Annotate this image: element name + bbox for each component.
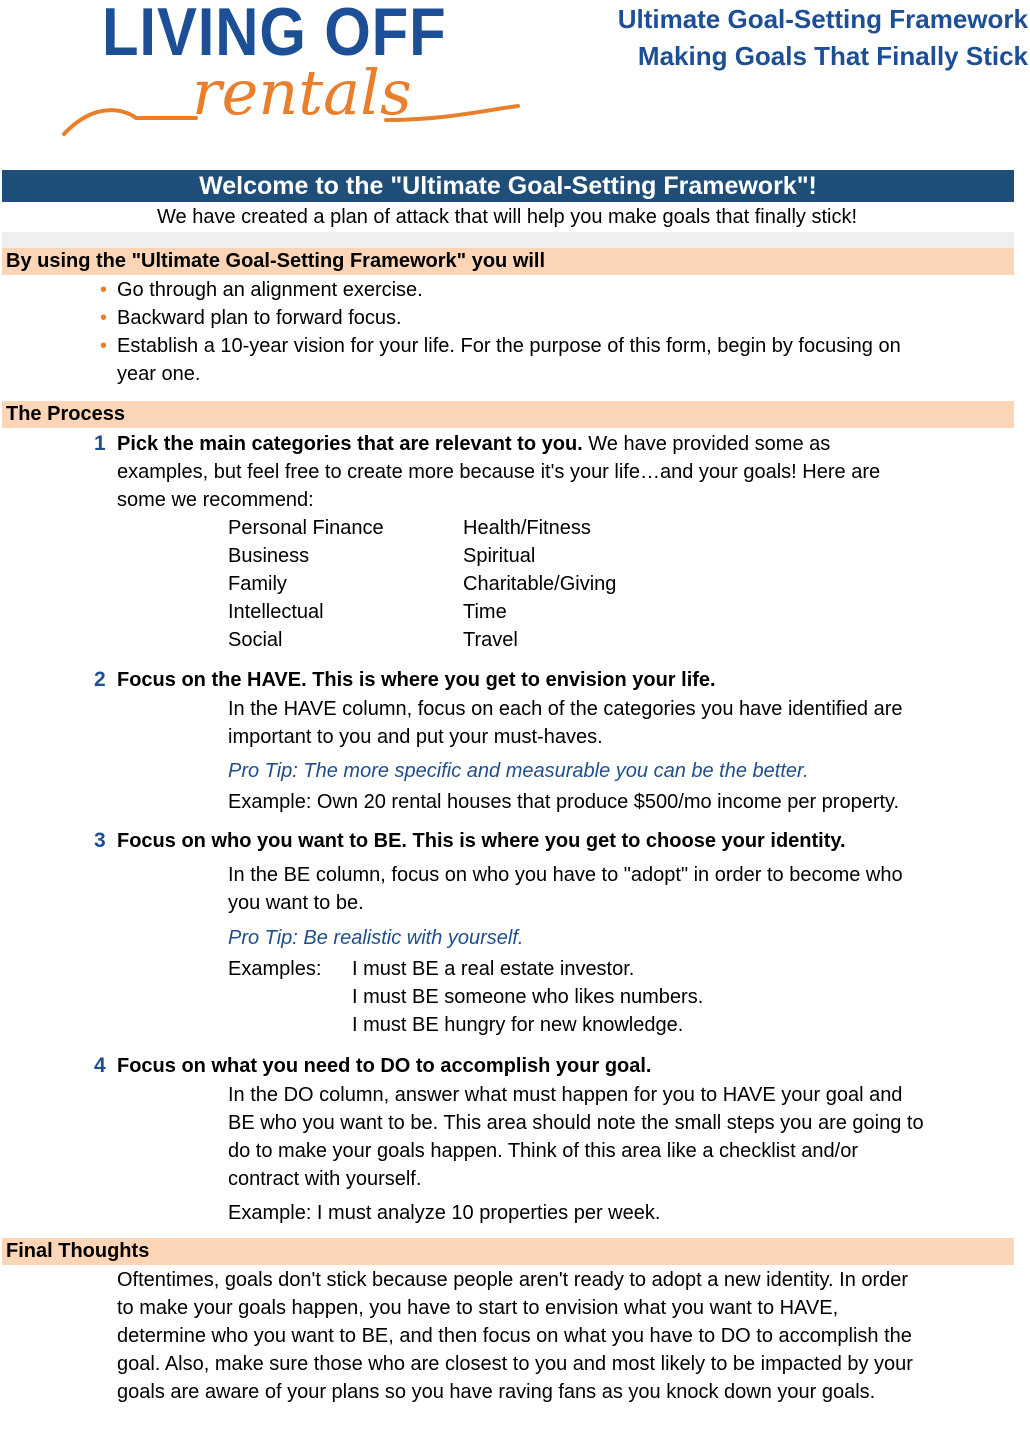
category-item: Time: [463, 601, 507, 623]
final-line: determine who you want to BE, and then focus on what you have to DO to accomplish the: [117, 1325, 912, 1347]
final-line: goal. Also, make sure those who are closest to you and most likely to be impacted by your: [117, 1353, 913, 1375]
step1-line1: [117, 430, 830, 458]
step3-body: In the BE column, focus on who you have to "adopt" in order to become who: [228, 864, 903, 886]
step2-body: important to you and put your must-haves.: [228, 726, 603, 748]
logo: [56, 0, 536, 150]
bullet-dot: •: [100, 335, 108, 357]
step4-body: BE who you want to be. This area should note the small steps you are going to: [228, 1112, 924, 1134]
step-number: 2: [94, 668, 106, 691]
step3-example-item: I must BE hungry for new knowledge.: [352, 1014, 684, 1036]
step1-line1-rest: We have provided some as: [582, 433, 831, 455]
category-item: Intellectual: [228, 601, 324, 623]
step3-example-item: I must BE a real estate investor.: [352, 958, 635, 980]
category-item: Business: [228, 545, 310, 567]
step3-examples-label: Examples:: [228, 958, 322, 980]
step4-body: In the DO column, answer what must happen for you to HAVE your goal and: [228, 1084, 903, 1106]
category-item: Charitable/Giving: [463, 573, 617, 595]
list-item: Backward plan to forward focus.: [117, 307, 402, 329]
section-heading-process: The Process: [2, 401, 1014, 428]
list-item: Establish a 10-year vision for your life. For the purpose of this form, begin by focusing on: [117, 335, 901, 357]
welcome-banner: Welcome to the "Ultimate Goal-Setting Framework"!: [2, 170, 1014, 202]
category-item: Personal Finance: [228, 517, 384, 539]
category-item: Health/Fitness: [463, 517, 591, 539]
category-item: Spiritual: [463, 545, 536, 567]
step-number: 1: [94, 432, 106, 455]
step-number: 4: [94, 1054, 106, 1077]
list-item: Go through an alignment exercise.: [117, 279, 423, 301]
step2-pro-tip: Pro Tip: The more specific and measurable you can be the better.: [228, 760, 809, 782]
divider-band: [2, 232, 1014, 248]
bullet-dot: •: [100, 279, 108, 301]
step1-line3: some we recommend:: [117, 489, 314, 511]
step1-bold: Pick the main categories that are relevant to you.: [117, 433, 583, 455]
final-line: to make your goals happen, you have to start to envision what you want to HAVE,: [117, 1297, 839, 1319]
step4-body: do to make your goals happen. Think of this area like a checklist and/or: [228, 1140, 858, 1162]
section-heading-using: By using the "Ultimate Goal-Setting Framework" you will: [2, 248, 1014, 275]
step3-example-item: I must BE someone who likes numbers.: [352, 986, 704, 1008]
final-line: goals are aware of your plans so you have raving fans as you knock down your goals.: [117, 1381, 876, 1403]
step1-line2: examples, but feel free to create more because it's your life…and your goals! Here are: [117, 461, 881, 483]
category-item: Travel: [463, 629, 518, 651]
step2-example: Example: Own 20 rental houses that produce $500/mo income per property.: [228, 791, 900, 813]
step4-body: contract with yourself.: [228, 1168, 422, 1190]
list-item-continuation: year one.: [117, 363, 201, 385]
category-item: Social: [228, 629, 283, 651]
header-subtitle: Making Goals That Finally Stick: [637, 41, 1028, 71]
step-number: 3: [94, 829, 106, 852]
step2-body: In the HAVE column, focus on each of the categories you have identified are: [228, 698, 903, 720]
step3-pro-tip: Pro Tip: Be realistic with yourself.: [228, 927, 524, 949]
step3-heading: Focus on who you want to BE. This is where you get to choose your identity.: [117, 830, 846, 852]
logo-wordmark-script: rentals: [192, 56, 412, 129]
section-heading-final: Final Thoughts: [2, 1238, 1014, 1265]
step4-heading: Focus on what you need to DO to accomplish your goal.: [117, 1055, 652, 1077]
step4-example: Example: I must analyze 10 properties per week.: [228, 1202, 661, 1224]
category-item: Family: [228, 573, 287, 595]
bullet-dot: •: [100, 307, 108, 329]
welcome-subtitle: We have created a plan of attack that will help you make goals that finally stick!: [157, 206, 857, 228]
header-title: Ultimate Goal-Setting Framework: [617, 4, 1028, 34]
final-line: Oftentimes, goals don't stick because people aren't ready to adopt a new identity. In order: [117, 1269, 909, 1291]
step3-body: you want to be.: [228, 892, 364, 914]
step2-heading: Focus on the HAVE. This is where you get to envision your life.: [117, 669, 716, 691]
logo-wordmark-top: LIVING OFF: [102, 0, 447, 70]
